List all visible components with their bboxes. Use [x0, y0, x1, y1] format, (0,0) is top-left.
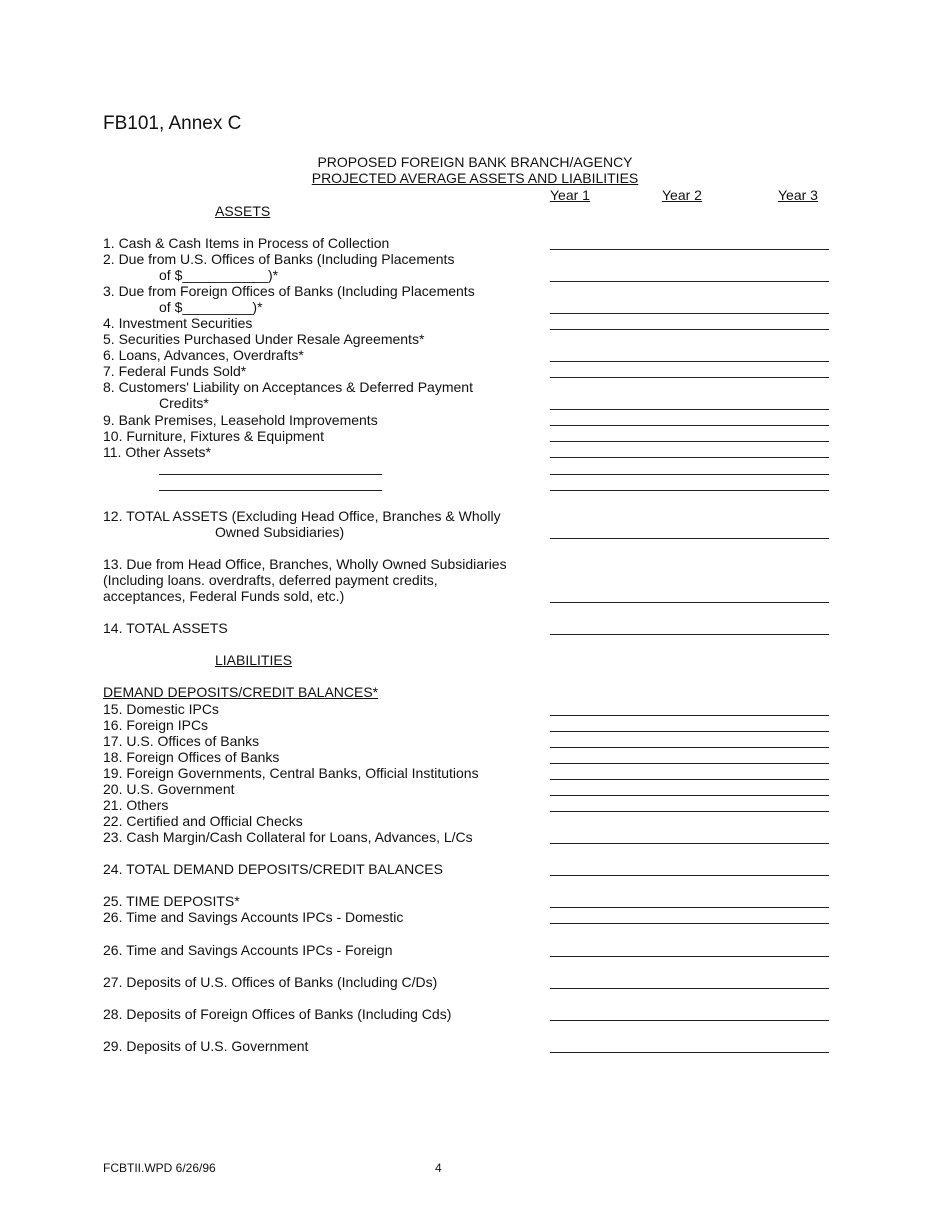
entry-line-item-11[interactable]	[550, 457, 829, 458]
form-title-line1: PROPOSED FOREIGN BANK BRANCH/AGENCY	[317, 154, 633, 170]
line-item-8-cont: Credits*	[159, 395, 209, 411]
line-item-11: 11. Other Assets*	[103, 444, 211, 460]
line-item-3-placement: of $_________)*	[159, 299, 263, 315]
line-item-7: 7. Federal Funds Sold*	[103, 363, 247, 379]
other-assets-blank-line[interactable]	[159, 490, 382, 491]
entry-line-item-6[interactable]	[550, 361, 829, 362]
footer-file-ref: FCBTII.WPD 6/26/96	[103, 1161, 216, 1175]
entry-line-item-20[interactable]	[550, 795, 829, 796]
assets-heading: ASSETS	[215, 203, 271, 219]
form-id: FB101, Annex C	[103, 113, 242, 134]
line-item-2: 2. Due from U.S. Offices of Banks (Including Placements	[103, 251, 455, 267]
entry-line-other-assets-2[interactable]	[550, 490, 829, 491]
entry-line-item-24[interactable]	[550, 875, 829, 876]
entry-line-item-12[interactable]	[550, 538, 829, 539]
line-item-24: 24. TOTAL DEMAND DEPOSITS/CREDIT BALANCES	[103, 861, 443, 877]
entry-line-item-29[interactable]	[550, 1052, 829, 1053]
line-item-2-placement: of $___________)*	[159, 267, 279, 283]
entry-line-item-19[interactable]	[550, 779, 829, 780]
demand-deposits-subheading: DEMAND DEPOSITS/CREDIT BALANCES*	[103, 684, 379, 700]
line-item-28: 28. Deposits of Foreign Offices of Banks (Including Cds)	[103, 1006, 452, 1022]
line-item-10: 10. Furniture, Fixtures & Equipment	[103, 428, 324, 444]
entry-line-other-assets-1[interactable]	[550, 474, 829, 475]
entry-line-item-10[interactable]	[550, 441, 829, 442]
page-number: 4	[435, 1161, 442, 1175]
line-item-23: 23. Cash Margin/Cash Collateral for Loans, Advances, L/Cs	[103, 829, 473, 845]
line-item-4: 4. Investment Securities	[103, 315, 253, 331]
line-item-13-cont1: (Including loans. overdrafts, deferred payment credits,	[103, 572, 438, 588]
line-item-8: 8. Customers' Liability on Acceptances & Deferred Payment	[103, 379, 473, 395]
entry-line-item-1[interactable]	[550, 249, 829, 250]
line-item-3: 3. Due from Foreign Offices of Banks (Including Placements	[103, 283, 475, 299]
line-item-6: 6. Loans, Advances, Overdrafts*	[103, 347, 304, 363]
line-item-29: 29. Deposits of U.S. Government	[103, 1038, 309, 1054]
line-item-12-cont: Owned Subsidiaries)	[215, 524, 345, 540]
column-header-year-3: Year 3	[778, 187, 818, 203]
line-item-18: 18. Foreign Offices of Banks	[103, 749, 280, 765]
entry-line-item-17[interactable]	[550, 747, 829, 748]
form-title-line2: PROJECTED AVERAGE ASSETS AND LIABILITIES	[311, 170, 639, 186]
line-item-17: 17. U.S. Offices of Banks	[103, 733, 260, 749]
entry-line-item-26-domestic[interactable]	[550, 923, 829, 924]
line-item-26-foreign: 26. Time and Savings Accounts IPCs - Foreign	[103, 942, 393, 958]
line-item-27: 27. Deposits of U.S. Offices of Banks (Including C/Ds)	[103, 974, 438, 990]
line-item-15: 15. Domestic IPCs	[103, 701, 219, 717]
line-item-20: 20. U.S. Government	[103, 781, 235, 797]
entry-line-item-16[interactable]	[550, 731, 829, 732]
line-item-9: 9. Bank Premises, Leasehold Improvements	[103, 412, 378, 428]
line-item-13-cont2: acceptances, Federal Funds sold, etc.)	[103, 588, 345, 604]
entry-line-item-28[interactable]	[550, 1020, 829, 1021]
line-item-14: 14. TOTAL ASSETS	[103, 620, 228, 636]
line-item-25: 25. TIME DEPOSITS*	[103, 893, 240, 909]
entry-line-item-7[interactable]	[550, 377, 829, 378]
line-item-1: 1. Cash & Cash Items in Process of Collection	[103, 235, 390, 251]
entry-line-item-21[interactable]	[550, 811, 829, 812]
column-header-year-2: Year 2	[662, 187, 702, 203]
entry-line-item-2[interactable]	[550, 281, 829, 282]
line-item-16: 16. Foreign IPCs	[103, 717, 209, 733]
column-header-year-1: Year 1	[550, 187, 590, 203]
entry-line-item-18[interactable]	[550, 763, 829, 764]
line-item-5: 5. Securities Purchased Under Resale Agreements*	[103, 331, 425, 347]
line-item-22: 22. Certified and Official Checks	[103, 813, 303, 829]
entry-line-item-27[interactable]	[550, 988, 829, 989]
entry-line-item-15[interactable]	[550, 715, 829, 716]
line-item-26-domestic: 26. Time and Savings Accounts IPCs - Domestic	[103, 909, 404, 925]
entry-line-item-25[interactable]	[550, 907, 829, 908]
line-item-13: 13. Due from Head Office, Branches, Wholly Owned Subsidiaries	[103, 556, 507, 572]
liabilities-heading: LIABILITIES	[215, 652, 293, 668]
entry-line-item-23[interactable]	[550, 843, 829, 844]
other-assets-blank-line[interactable]	[159, 474, 382, 475]
line-item-12: 12. TOTAL ASSETS (Excluding Head Office, Branches & Wholly	[103, 508, 501, 524]
line-item-19: 19. Foreign Governments, Central Banks, Official Institutions	[103, 765, 479, 781]
entry-line-item-4[interactable]	[550, 329, 829, 330]
entry-line-item-8[interactable]	[550, 409, 829, 410]
entry-line-item-9[interactable]	[550, 425, 829, 426]
entry-line-item-14[interactable]	[550, 634, 829, 635]
entry-line-item-3[interactable]	[550, 313, 829, 314]
line-item-21: 21. Others	[103, 797, 169, 813]
entry-line-item-26-foreign[interactable]	[550, 956, 829, 957]
entry-line-item-13[interactable]	[550, 602, 829, 603]
